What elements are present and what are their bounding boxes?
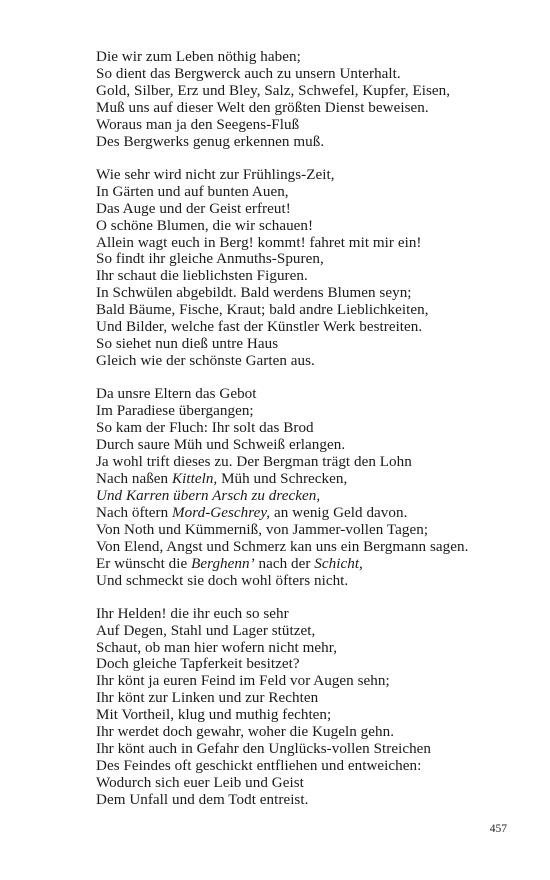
verse-text: Ihr werdet doch gewahr, woher die Kugeln gehn. [96, 724, 395, 741]
verse-text: Muß uns auf dieser Welt den größten Dienst beweisen. [96, 99, 429, 116]
verse-text: Und Bilder, welche fast der Künstler Werk bestreiten. [96, 319, 423, 336]
verse-text: Gold, Silber, Erz und Bley, Salz, Schwefel, Kupfer, Eisen, [96, 82, 451, 99]
verse-line [96, 201, 536, 218]
verse-text: Ja wohl trift dieses zu. Der Bergman trägt den Lohn [96, 453, 412, 470]
verse-text: So siehet nun dieß untre Haus [96, 336, 279, 353]
verse-line [96, 117, 536, 134]
verse-text: Des Bergwerks genug erkennen muß. [96, 133, 325, 150]
verse-text: O schöne Blumen, die wir schauen! [96, 217, 314, 234]
verse-text: Ihr Helden! die ihr euch so sehr [96, 605, 289, 622]
italic-text: Berghenn’ [191, 555, 255, 572]
verse-line [96, 336, 536, 353]
poem-text [96, 49, 536, 825]
verse-line [96, 319, 536, 336]
verse-text: Die wir zum Leben nöthig haben; [96, 49, 301, 65]
stanza [96, 606, 536, 809]
verse-line [96, 656, 536, 673]
verse-line [96, 403, 536, 420]
verse-text: Auf Degen, Stahl und Lager stützet, [96, 622, 316, 639]
verse-line [96, 83, 536, 100]
verse-text: Wodurch sich euer Leib und Geist [96, 775, 304, 792]
verse-text: Ihr schaut die lieblichsten Figuren. [96, 268, 308, 285]
verse-line [96, 285, 536, 302]
verse-text: In Schwülen abgebildt. Bald werdens Blumen seyn; [96, 285, 412, 302]
verse-text: Ihr könt ja euren Feind im Feld vor Augen sehn; [96, 673, 390, 690]
italic-text: Und Karren übern Arsch zu drecken, [96, 487, 321, 504]
italic-text: Schicht, [314, 555, 363, 572]
verse-text: Da unsre Eltern das Gebot [96, 386, 257, 403]
verse-text: Im Paradiese übergangen; [96, 403, 254, 420]
verse-text: Gleich wie der schönste Garten aus. [96, 353, 315, 370]
verse-text: Und schmeckt sie doch wohl öfters nicht. [96, 572, 349, 589]
verse-line [96, 690, 536, 707]
verse-line [96, 775, 536, 792]
verse-text: nach der [254, 555, 315, 572]
verse-line [96, 792, 536, 809]
verse-text: an wenig Geld davon. [270, 504, 408, 521]
stanza [96, 386, 536, 589]
verse-text: Müh und Schrecken, [217, 470, 348, 487]
verse-line [96, 673, 536, 690]
verse-line [96, 302, 536, 319]
italic-text: Kitteln, [171, 470, 218, 487]
verse-line [96, 218, 536, 235]
verse-line [96, 184, 536, 201]
verse-line [96, 640, 536, 657]
verse-line [96, 235, 536, 252]
verse-text: Des Feindes oft geschickt entfliehen und entweichen: [96, 758, 422, 775]
verse-line [96, 100, 536, 117]
verse-text: Nach öftern [96, 504, 173, 521]
verse-line [96, 573, 536, 590]
verse-line [96, 741, 536, 758]
verse-line [96, 522, 536, 539]
verse-text: So findt ihr gleiche Anmuths-Spuren, [96, 251, 324, 268]
verse-line [96, 134, 536, 151]
verse-line [96, 66, 536, 83]
verse-line [96, 353, 536, 370]
verse-text: Doch gleiche Tapferkeit besitzet? [96, 656, 300, 673]
verse-line [96, 251, 536, 268]
verse-line [96, 471, 536, 488]
stanza [96, 167, 536, 370]
verse-line [96, 623, 536, 640]
italic-text: Mord-Geschrey, [172, 504, 271, 521]
verse-line [96, 606, 536, 623]
verse-line [96, 420, 536, 437]
verse-text: Das Auge und der Geist erfreut! [96, 200, 291, 217]
verse-text: Ihr könt auch in Gefahr den Unglücks-vollen Streichen [96, 741, 432, 758]
verse-line [96, 758, 536, 775]
verse-text: Dem Unfall und dem Todt entreist. [96, 792, 309, 809]
verse-text: Von Noth und Kümmerniß, von Jammer-vollen Tagen; [96, 521, 429, 538]
verse-line [96, 707, 536, 724]
verse-text: Mit Vortheil, klug und muthig fechten; [96, 707, 332, 724]
verse-line [96, 724, 536, 741]
verse-text: Nach naßen [96, 470, 172, 487]
verse-text: Wie sehr wird nicht zur Frühlings-Zeit, [96, 166, 335, 183]
verse-line [96, 556, 536, 573]
verse-text: Ihr könt zur Linken und zur Rechten [96, 690, 319, 707]
stanza [96, 49, 536, 151]
verse-line [96, 488, 536, 505]
verse-text: Durch saure Müh und Schweiß erlangen. [96, 437, 346, 454]
verse-line [96, 386, 536, 403]
verse-text: Schaut, ob man hier wofern nicht mehr, [96, 639, 338, 656]
verse-line [96, 49, 536, 66]
verse-text: Bald Bäume, Fische, Kraut; bald andre Lieblichkeiten, [96, 302, 429, 319]
verse-line [96, 268, 536, 285]
verse-text: Von Elend, Angst und Schmerz kan uns ein Bergmann sagen. [96, 538, 469, 555]
verse-line [96, 539, 536, 556]
verse-text: In Gärten und auf bunten Auen, [96, 183, 289, 200]
verse-text: Allein wagt euch in Berg! kommt! fahret mit mir ein! [96, 234, 422, 251]
page-number: 457 [489, 823, 507, 835]
verse-text: Woraus man ja den Seegens-Fluß [96, 116, 300, 133]
verse-text: So dient das Bergwerck auch zu unsern Unterhalt. [96, 65, 401, 82]
verse-line [96, 505, 536, 522]
verse-text: Er wünscht die [96, 555, 192, 572]
verse-line [96, 454, 536, 471]
verse-text: So kam der Fluch: Ihr solt das Brod [96, 420, 314, 437]
verse-line [96, 167, 536, 184]
verse-line [96, 437, 536, 454]
